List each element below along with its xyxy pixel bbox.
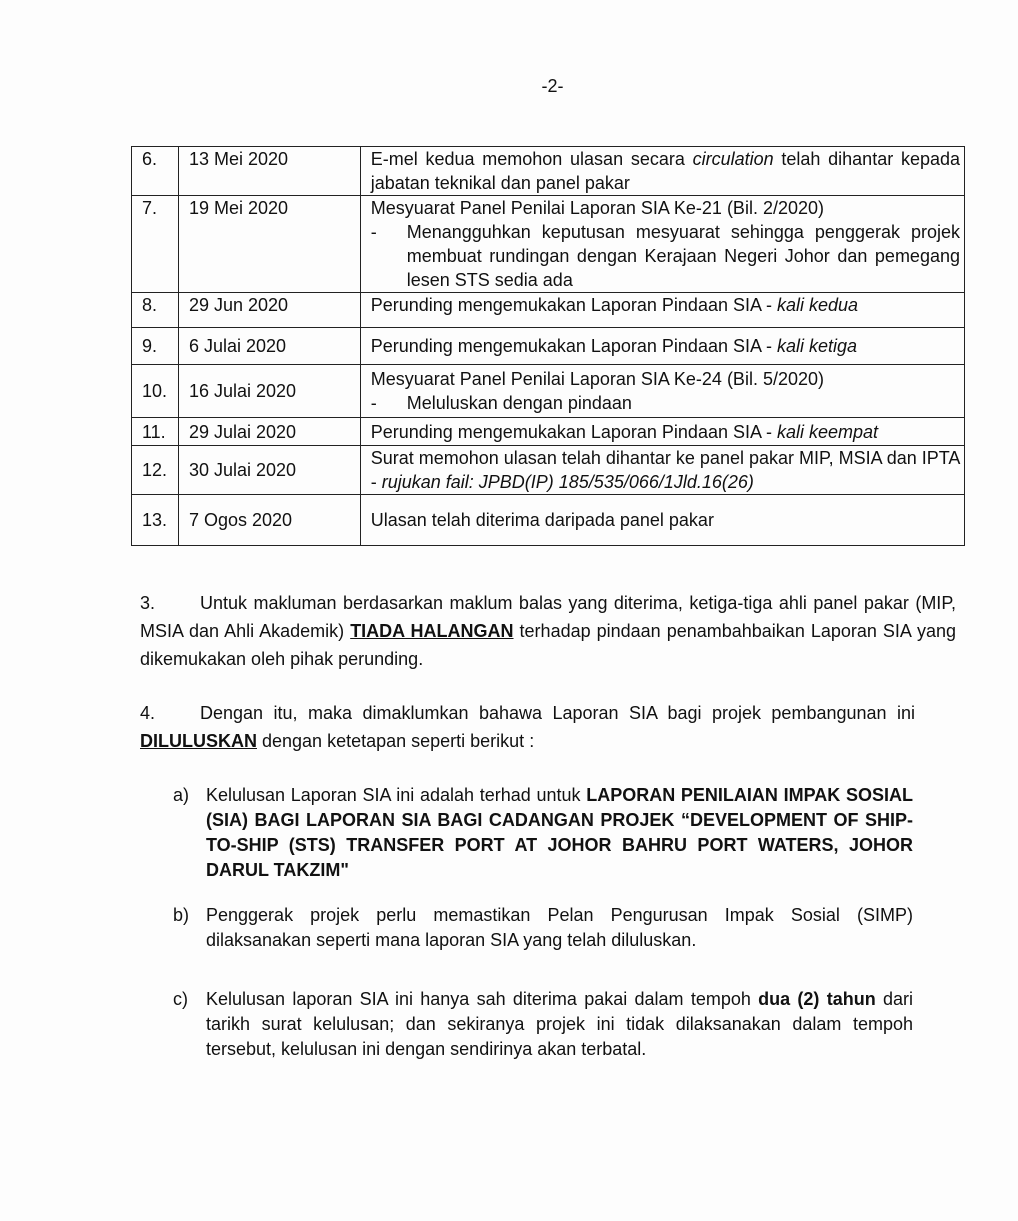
row-date: 13 Mei 2020 bbox=[178, 147, 360, 196]
paragraph-text: Dengan itu, maka dimaklumkan bahawa Laporan SIA bagi projek pembangunan ini bbox=[200, 703, 915, 723]
paragraph-text: terhadap pindaan penambahbaikan Laporan SIA yang dikemukakan oleh pihak perunding. bbox=[140, 621, 956, 669]
item-label: a) bbox=[173, 785, 190, 805]
condition-item-c bbox=[173, 987, 913, 1062]
row-date: 19 Mei 2020 bbox=[178, 196, 360, 293]
row-date: 6 Julai 2020 bbox=[178, 328, 360, 365]
row-number: 6. bbox=[132, 147, 179, 196]
row-date: 16 Julai 2020 bbox=[178, 365, 360, 418]
bullet-item bbox=[371, 220, 964, 292]
emphasis-text: DILULUSKAN bbox=[140, 731, 257, 751]
desc-text: Perunding mengemukakan Laporan Pindaan SIA - bbox=[370, 295, 777, 315]
row-description bbox=[360, 293, 964, 328]
row-description bbox=[360, 418, 964, 446]
item-text-bold: dua (2) tahun bbox=[758, 989, 876, 1009]
condition-item-b bbox=[173, 903, 913, 953]
desc-text: E-mel kedua memohon ulasan secara bbox=[370, 149, 693, 169]
desc-text: telah dihantar kepada jabatan teknikal dan panel pakar bbox=[370, 149, 960, 193]
item-text-plain: Kelulusan Laporan SIA ini adalah terhad untuk bbox=[206, 785, 587, 805]
table-row bbox=[132, 418, 965, 446]
item-label: b) bbox=[173, 905, 190, 925]
item-label: c) bbox=[173, 989, 188, 1009]
row-number: 10. bbox=[132, 365, 179, 418]
table-row bbox=[132, 196, 965, 293]
row-date: 29 Jun 2020 bbox=[178, 293, 360, 328]
table-row bbox=[132, 328, 965, 365]
condition-item-a bbox=[173, 783, 913, 883]
dash-marker: - bbox=[370, 393, 377, 413]
desc-italic: circulation bbox=[692, 149, 774, 169]
bullet-text: Menangguhkan keputusan mesyuarat sehingga penggerak projek membuat rundingan dengan Kerajaan Negeri Johor dan pemegang lesen STS sedia ada bbox=[406, 222, 960, 290]
item-text bbox=[206, 903, 913, 953]
item-text bbox=[206, 783, 913, 883]
row-description bbox=[360, 365, 964, 418]
desc-text: Mesyuarat Panel Penilai Laporan SIA Ke-24 (Bil. 5/2020) bbox=[370, 369, 824, 389]
desc-text: Perunding mengemukakan Laporan Pindaan SIA - bbox=[370, 421, 777, 442]
row-description bbox=[360, 196, 964, 293]
row-description: Ulasan telah diterima daripada panel pakar bbox=[360, 495, 964, 546]
item-text-plain: Penggerak projek perlu memastikan Pelan Pengurusan Impak Sosial (SIMP) dilaksanakan seperti mana laporan SIA yang telah diluluskan. bbox=[206, 905, 913, 950]
row-number: 9. bbox=[132, 328, 179, 365]
table-row bbox=[132, 147, 965, 196]
page-number: -2- bbox=[541, 76, 564, 96]
table-row bbox=[132, 446, 965, 495]
item-text-bold: LAPORAN PENILAIAN IMPAK SOSIAL (SIA) BAGI LAPORAN SIA BAGI CADANGAN PROJEK “DEVELOPMENT OF SHIP-TO-SHIP (STS) TRANSFER PORT AT JOHOR BAHRU PORT WATERS, JOHOR DARUL TAKZIM" bbox=[206, 785, 913, 880]
bullet-item bbox=[371, 391, 964, 415]
table-row bbox=[132, 293, 965, 328]
row-date: 7 Ogos 2020 bbox=[178, 495, 360, 546]
paragraph-text: Untuk makluman berdasarkan maklum balas yang diterima, ketiga-tiga ahli panel pakar (MIP, MSIA dan Ahli Akademik) bbox=[140, 593, 956, 641]
table-row bbox=[132, 365, 965, 418]
bullet-text: Meluluskan dengan pindaan bbox=[406, 393, 632, 413]
paragraph-3 bbox=[140, 589, 956, 673]
row-number: 8. bbox=[132, 293, 179, 328]
dash-marker: - bbox=[370, 222, 377, 242]
paragraph-4 bbox=[140, 699, 915, 755]
desc-text: Surat memohon ulasan telah dihantar ke panel pakar MIP, MSIA dan IPTA - bbox=[370, 448, 960, 492]
paragraph-number: 4. bbox=[140, 703, 156, 723]
row-description bbox=[360, 328, 964, 365]
item-text-plain: dari tarikh surat kelulusan; dan sekiranya projek ini tidak dilaksanakan dalam tempoh tersebut, kelulusan ini dengan sendirinya akan terbatal. bbox=[206, 989, 913, 1059]
item-text bbox=[206, 987, 913, 1062]
paragraph-number: 3. bbox=[140, 593, 156, 613]
desc-italic: rujukan fail: JPBD(IP) 185/535/066/1Jld.16(26) bbox=[381, 472, 754, 492]
row-number: 13. bbox=[132, 495, 179, 546]
desc-italic: kali kedua bbox=[777, 295, 859, 315]
schedule-table bbox=[131, 146, 965, 546]
desc-italic: kali ketiga bbox=[777, 336, 858, 356]
row-description bbox=[360, 446, 964, 495]
item-text-plain: Kelulusan laporan SIA ini hanya sah diterima pakai dalam tempoh bbox=[206, 989, 759, 1009]
row-number: 12. bbox=[132, 446, 179, 495]
emphasis-text: TIADA HALANGAN bbox=[350, 621, 514, 641]
row-date: 30 Julai 2020 bbox=[178, 446, 360, 495]
row-description bbox=[360, 147, 964, 196]
row-number: 11. bbox=[132, 418, 179, 446]
desc-italic: kali keempat bbox=[777, 421, 879, 442]
desc-text: Mesyuarat Panel Penilai Laporan SIA Ke-21 (Bil. 2/2020) bbox=[370, 198, 824, 218]
row-number: 7. bbox=[132, 196, 179, 293]
desc-text: Perunding mengemukakan Laporan Pindaan SIA - bbox=[370, 336, 777, 356]
row-date: 29 Julai 2020 bbox=[178, 418, 360, 446]
paragraph-text: dengan ketetapan seperti berikut : bbox=[257, 731, 535, 751]
table-row bbox=[132, 495, 965, 546]
